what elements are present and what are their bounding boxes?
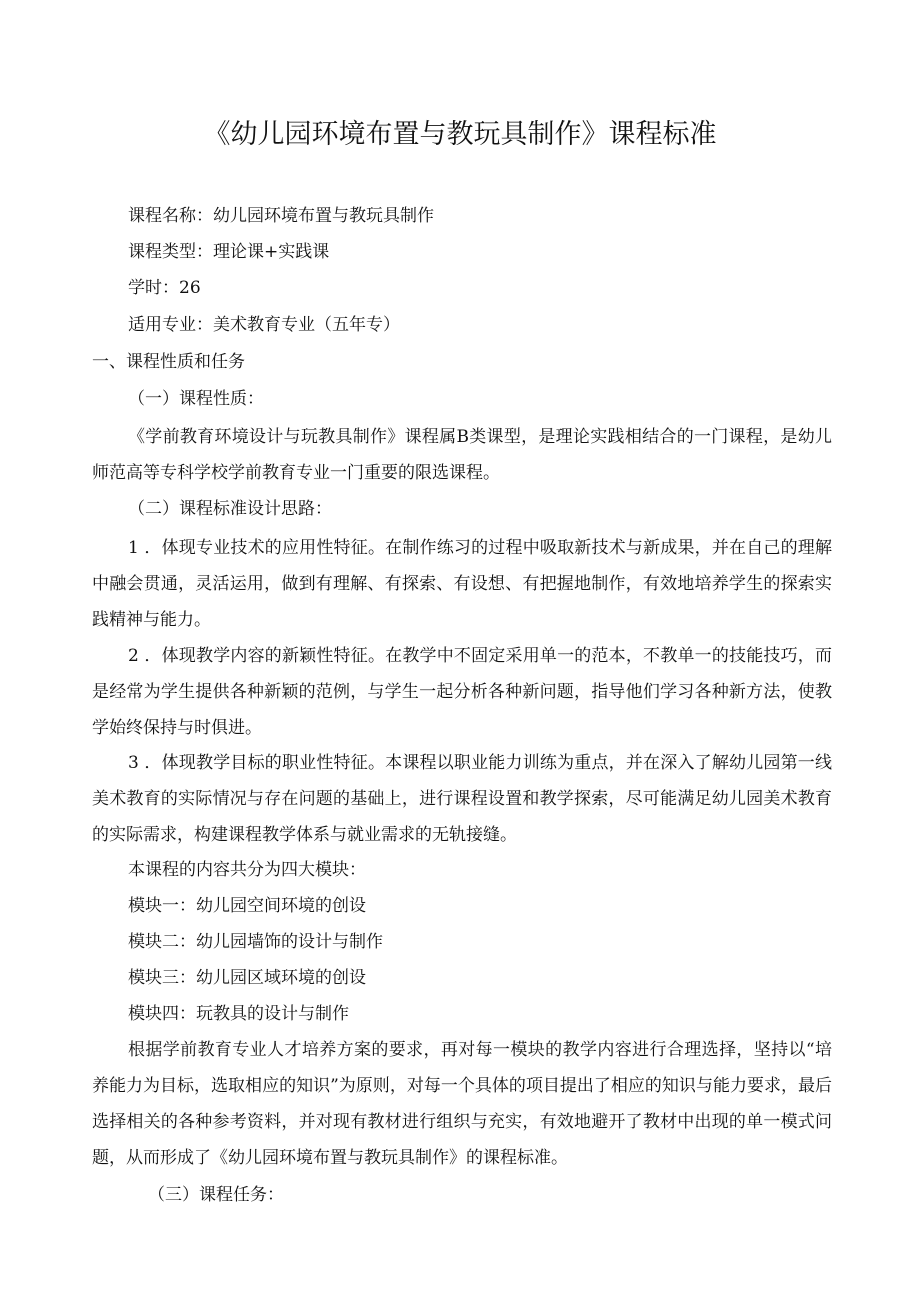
module-item: 模块一：幼儿园空间环境的创设: [128, 896, 366, 916]
hours-line: 学时：26: [128, 278, 201, 298]
modules-intro: 本课程的内容共分为四大模块：: [128, 860, 366, 880]
module-item: 模块二：幼儿园墙饰的设计与制作: [128, 932, 383, 952]
course-type-line: 课程类型：理论课+实践课: [128, 242, 330, 262]
section-heading: 一、课程性质和任务: [92, 352, 245, 372]
nature-paragraph: 《学前教育环境设计与玩教具制作》课程属B类课型，是理论实践相结合的一门课程，是幼儿师范高等专科学校学前教育专业一门重要的限选课程。: [92, 427, 832, 483]
summary-paragraph: 根据学前教育专业人才培养方案的要求，再对每一模块的教学内容进行合理选择，坚持以“培养能力为目标，选取相应的知识”为原则，对每一个具体的项目提出了相应的知识与能力要求，最后选择相关的各种参考资料，并对现有教材进行组织与充实，有效地避开了教材中出现的单一模式问题，从而形成了《幼儿园环境布置与教玩具制作》的课程标准。: [92, 1040, 832, 1168]
major-line: 适用专业：美术教育专业（五年专）: [128, 315, 400, 335]
design-point-3: 3 ．体现教学目标的职业性特征。本课程以职业能力训练为重点，并在深入了解幼儿园第一线美术教育的实际情况与存在问题的基础上，进行课程设置和教学探索，尽可能满足幼儿园美术教育的实际需求，构建课程教学体系与就业需求的无轨接缝。: [92, 753, 832, 845]
design-point-2: 2 ．体现教学内容的新颖性特征。在教学中不固定采用单一的范本，不教单一的技能技巧，而是经常为学生提供各种新颖的范例，与学生一起分析各种新问题，指导他们学习各种新方法，使教学始终保持与时俱进。: [92, 646, 832, 738]
design-point-1: 1 ．体现专业技术的应用性特征。在制作练习的过程中吸取新技术与新成果，并在自己的理解中融会贯通，灵活运用，做到有理解、有探索、有设想、有把握地制作，有效地培养学生的探索实践精神与能力。: [92, 538, 832, 630]
module-item: 模块四：玩教具的设计与制作: [128, 1004, 349, 1024]
subsection-nature: （一）课程性质：: [128, 389, 264, 409]
module-item: 模块三：幼儿园区域环境的创设: [128, 968, 366, 988]
document-title: 《幼儿园环境布置与教玩具制作》课程标准: [203, 119, 717, 150]
course-name-line: 课程名称：幼儿园环境布置与教玩具制作: [128, 206, 434, 226]
subsection-tasks: （三）课程任务：: [148, 1185, 284, 1205]
subsection-design: （二）课程标准设计思路：: [128, 499, 332, 519]
